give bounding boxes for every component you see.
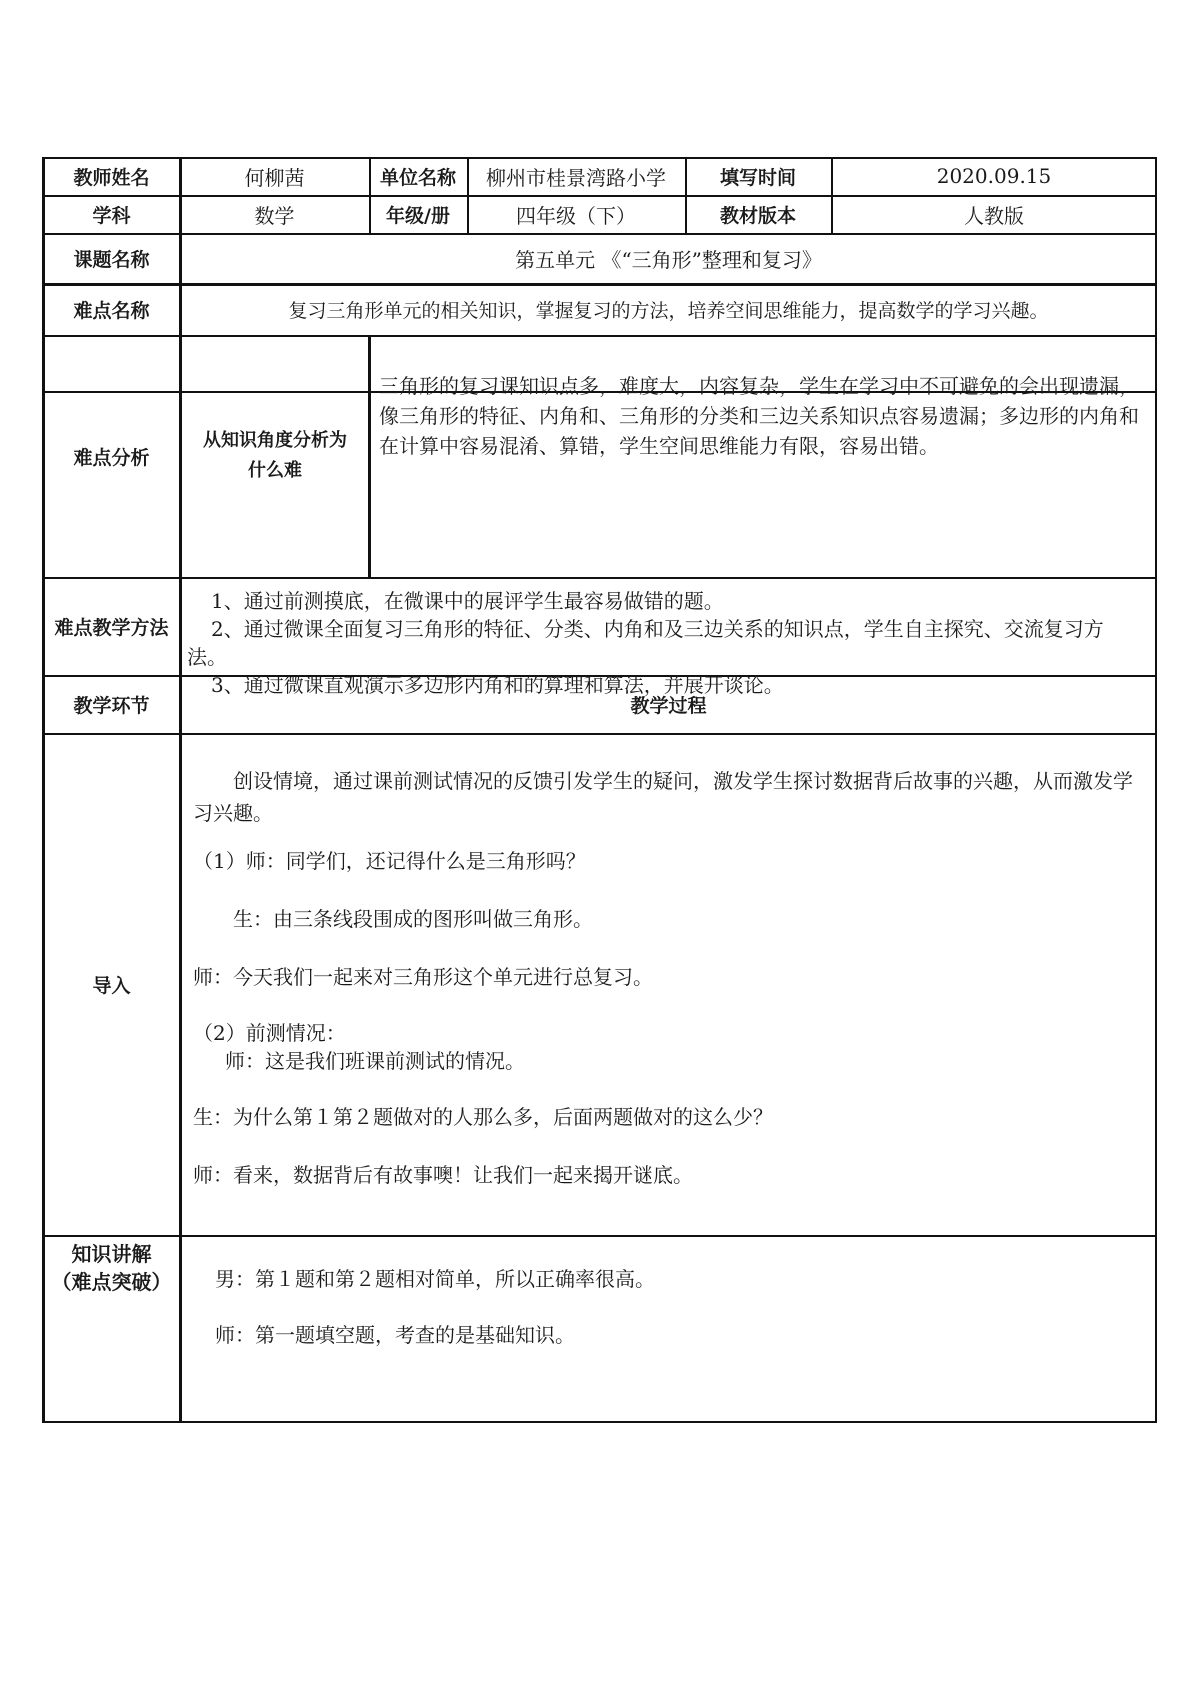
method-line-2: 2、通过微课全面复习三角形的特征、分类、内角和及三边关系的知识点，学生自主探究、交流复习方法。 xyxy=(187,617,1104,669)
method-row xyxy=(43,577,1157,697)
method-line-3: 3、通过微课直观演示多边形内角和的算理和算法，并展开谈论。 xyxy=(211,673,784,697)
table-border-bottom xyxy=(43,1421,1157,1423)
process-header-row xyxy=(43,675,1157,733)
date-value: 2020.09.15 xyxy=(936,164,1052,188)
analysis-row xyxy=(43,335,1157,577)
intro-row xyxy=(43,733,1157,1235)
intro-paragraph-5: （2）前测情况： xyxy=(193,1021,346,1045)
edition-label: 教材版本 xyxy=(719,204,796,227)
knowledge-paragraph-1: 男：第１题和第２题相对简单，所以正确率很高。 xyxy=(215,1267,655,1291)
difficulty-row xyxy=(43,283,1157,335)
topic-row xyxy=(43,233,1157,283)
intro-paragraph-1: 创设情境，通过课前测试情况的反馈引发学生的疑问，激发学生探讨数据背后故事的兴趣，从而激发学习兴趣。 xyxy=(193,769,1133,825)
knowledge-row xyxy=(43,1235,1157,1421)
process-title: 教学过程 xyxy=(630,694,707,717)
topic-label: 课题名称 xyxy=(73,248,150,271)
difficulty-value: 复习三角形单元的相关知识，掌握复习的方法，培养空间思维能力，提高数学的学习兴趣。 xyxy=(288,299,1049,322)
intro-paragraph-6: 师：这是我们班课前测试的情况。 xyxy=(225,1049,525,1073)
date-label: 填写时间 xyxy=(719,166,796,189)
header-row-2 xyxy=(43,195,1157,233)
header-row-1 xyxy=(43,157,1157,195)
topic-value: 第五单元 《“三角形”整理和复习》 xyxy=(515,247,822,272)
knowledge-label-1: 知识讲解 xyxy=(71,1242,152,1266)
method-label: 难点教学方法 xyxy=(54,616,169,639)
edition-value: 人教版 xyxy=(964,203,1024,228)
intro-paragraph-2: （1）师：同学们，还记得什么是三角形吗？ xyxy=(193,849,586,873)
analysis-sublabel: 从知识角度分析为什么难 xyxy=(203,430,347,481)
intro-paragraph-8: 师：看来，数据背后有故事噢！让我们一起来揭开谜底。 xyxy=(193,1163,693,1187)
analysis-text: 三角形的复习课知识点多，难度大，内容复杂，学生在学习中不可避免的会出现遗漏，像三角形的特征、内角和、三角形的分类和三边关系知识点容易遗漏；多边形的内角和在计算中容易混淆、算错，学生空间思维能力有限，容易出错。 xyxy=(379,374,1139,458)
teacher-value: 何柳茜 xyxy=(244,165,305,190)
analysis-label: 难点分析 xyxy=(73,446,150,469)
subject-value: 数学 xyxy=(254,203,295,228)
grade-label: 年级/册 xyxy=(386,204,450,227)
knowledge-paragraph-2: 师：第一题填空题，考查的是基础知识。 xyxy=(215,1323,575,1347)
intro-label: 导入 xyxy=(92,974,131,997)
intro-paragraph-7: 生：为什么第１第２题做对的人那么多，后面两题做对的这么少？ xyxy=(193,1105,773,1129)
process-stage-label: 教学环节 xyxy=(73,694,150,717)
teacher-label: 教师姓名 xyxy=(73,166,150,189)
grade-value: 四年级（下） xyxy=(516,203,636,228)
unit-value: 柳州市桂景湾路小学 xyxy=(486,165,666,190)
unit-label: 单位名称 xyxy=(379,166,456,189)
difficulty-label: 难点名称 xyxy=(73,299,150,322)
knowledge-label-2: （难点突破） xyxy=(51,1270,172,1294)
method-line-1: 1、通过前测摸底，在微课中的展评学生最容易做错的题。 xyxy=(211,589,724,613)
intro-paragraph-3: 生：由三条线段围成的图形叫做三角形。 xyxy=(233,907,593,931)
subject-label: 学科 xyxy=(92,204,131,227)
intro-paragraph-4: 师：今天我们一起来对三角形这个单元进行总复习。 xyxy=(193,965,653,989)
